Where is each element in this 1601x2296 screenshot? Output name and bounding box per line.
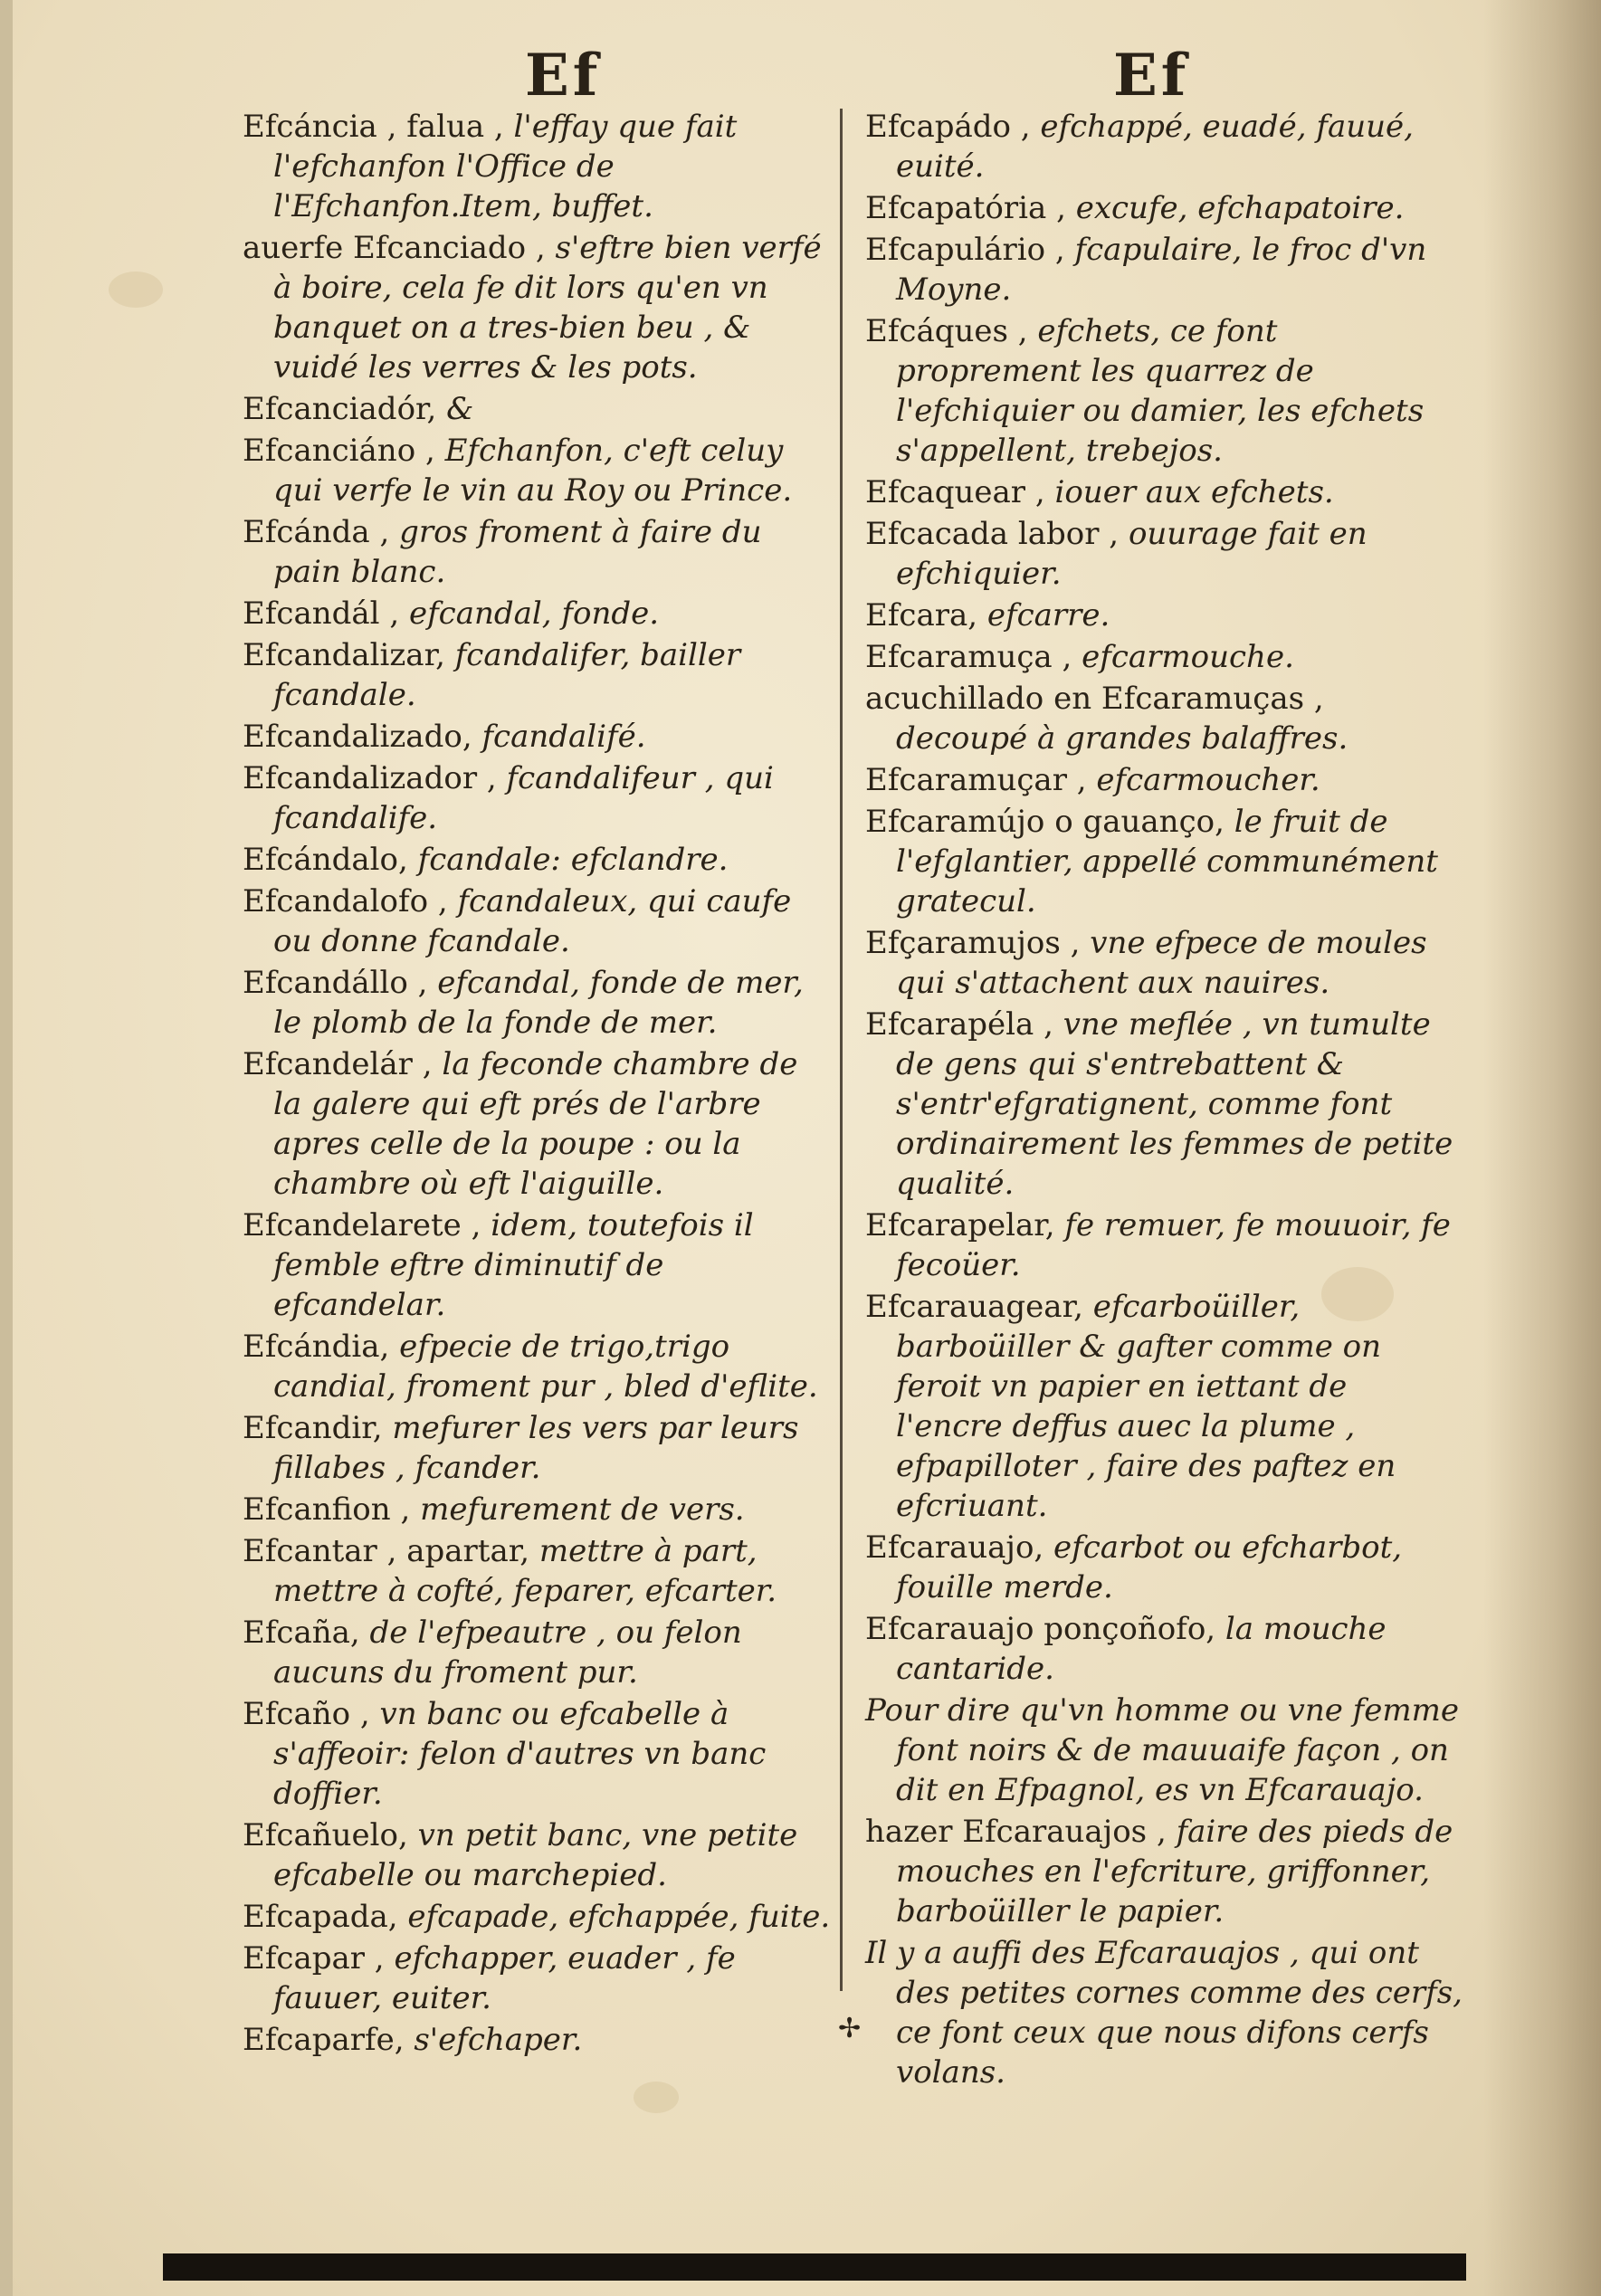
entry-gloss: idem, toutefois il femble eftre diminutif de efcandelar. — [273, 1207, 754, 1323]
dictionary-entry — [243, 963, 831, 1043]
entry-headword: Efcandalizado, — [243, 719, 482, 755]
dictionary-entry — [865, 1933, 1463, 2092]
dictionary-entry — [865, 1812, 1463, 1931]
entry-headword: Efcándia, — [243, 1329, 400, 1365]
entry-headword: Efcanciadór, — [243, 391, 447, 427]
entry-gloss: Il y a auffi des Efcarauajos , qui ont des petites cornes comme des cerfs, ce font ceux que nous difons cerfs volans. — [865, 1935, 1463, 2091]
entry-gloss: fcandalifer, bailler fcandale. — [273, 637, 741, 713]
entry-gloss: l'effay que fait l'efchanfon l'Office de l'Efchanfon.Item, buffet. — [273, 109, 738, 224]
entry-headword: Efcánda , — [243, 514, 400, 550]
entry-gloss: decoupé à grandes balaffres. — [896, 720, 1348, 757]
entry-gloss: vne meflée , vn tumulte de gens qui s'entrebattent & s'entr'efgratignent, comme font ordinairement les femmes de petite qualité. — [896, 1006, 1453, 1202]
entry-gloss: efcandal, fonde de mer, le plomb de la fonde de mer. — [273, 965, 804, 1041]
entry-headword: Efcandelarete , — [243, 1207, 491, 1243]
entry-headword: Efcaramújo o gauanço, — [865, 804, 1234, 840]
entry-headword: Efcandir, — [243, 1410, 393, 1446]
entry-gloss: mefurement de vers. — [420, 1491, 745, 1528]
dictionary-entry — [243, 1939, 831, 2018]
entry-headword: Efcaparfe, — [243, 2022, 415, 2058]
entry-headword: Efcarauajo ponçoñofo, — [865, 1611, 1225, 1647]
dictionary-entry — [865, 1691, 1463, 1810]
entry-gloss: fe remuer, fe mouuoir, fe fecoüer. — [896, 1207, 1451, 1283]
entry-gloss: vn banc ou efcabelle à s'affeoir: felon d'autres vn banc doffier. — [273, 1696, 767, 1812]
entry-gloss: efcarbot ou efcharbot, fouille merde. — [896, 1529, 1403, 1605]
entry-headword: Efcaquear , — [865, 474, 1055, 510]
entry-gloss: Pour dire qu'vn homme ou vne femme font noirs & de mauuaife façon , on dit en Efpagnol, es vn Efcarauajo. — [865, 1692, 1459, 1808]
entry-gloss: fcandaleux, qui caufe ou donne fcandale. — [273, 883, 792, 959]
entry-headword: auerfe Efcanciado , — [243, 230, 556, 266]
entry-gloss: s'eftre bien verfé à boire, cela fe dit lors qu'en vn banquet on a tres-bien beu , & vuidé les verres & les pots. — [273, 230, 822, 386]
entry-gloss: mefurer les vers par leurs fillabes , fcander. — [273, 1410, 799, 1486]
dictionary-entry — [865, 802, 1463, 921]
dictionary-entry — [243, 1408, 831, 1488]
dictionary-entry — [865, 760, 1463, 800]
entry-headword: Efcaramuçar , — [865, 762, 1097, 798]
entry-gloss: efcandal, fonde. — [408, 595, 660, 632]
running-head-left: Ef — [525, 42, 602, 110]
page-gutter-shadow — [1483, 0, 1601, 2296]
foxing-stain — [109, 272, 163, 308]
entry-gloss: efchets, ce font proprement les quarrez de l'efchiquier ou damier, les efchets s'appellent, trebejos. — [896, 313, 1425, 469]
entry-gloss: vn petit banc, vne petite efcabelle ou marchepied. — [273, 1817, 798, 1893]
entry-gloss: efcarre. — [986, 597, 1110, 634]
entry-headword: Efçaramujos , — [865, 925, 1091, 961]
entry-gloss: efcapade, efchappée, fuite. — [407, 1899, 831, 1935]
entry-gloss: excufe, efchapatoire. — [1075, 190, 1405, 226]
entry-gloss: ouurage fait en efchiquier. — [896, 516, 1368, 592]
entry-gloss: efcarmouche. — [1082, 639, 1294, 675]
entry-headword: Efcanciáno , — [243, 433, 445, 469]
dictionary-entry — [243, 1897, 831, 1937]
scan-bottom-shadow — [163, 2253, 1466, 2281]
dictionary-entry — [243, 1490, 831, 1529]
dictionary-entry — [865, 1528, 1463, 1607]
entry-headword: Efcarapéla , — [865, 1006, 1063, 1043]
dictionary-entry — [243, 1815, 831, 1895]
dictionary-entry — [865, 1287, 1463, 1526]
dictionary-entry — [243, 840, 831, 880]
entry-headword: Efcacada labor , — [865, 516, 1129, 552]
entry-headword: Efcapar , — [243, 1940, 395, 1977]
entry-gloss: efcarboüiller, barboüiller & gafter comme on feroit vn papier en iettant de l'encre deffus auec la plume , efpapilloter , faire des paftez en efcriuant. — [896, 1289, 1396, 1524]
entry-headword: Efcara, — [865, 597, 987, 634]
entry-headword: Efcapatória , — [865, 190, 1076, 226]
dictionary-entry — [865, 1005, 1463, 1204]
dictionary-entry — [865, 514, 1463, 594]
entry-gloss: la mouche cantaride. — [896, 1611, 1387, 1687]
dictionary-entry — [243, 1613, 831, 1692]
entry-gloss: fcapulaire, le froc d'vn Moyne. — [896, 232, 1427, 308]
dictionary-entry — [865, 472, 1463, 512]
entry-headword: Efcarauajo, — [865, 1529, 1054, 1566]
entry-headword: Efcándalo, — [243, 842, 418, 878]
entry-headword: Efcapádo , — [865, 109, 1041, 145]
entry-headword: Efcaño , — [243, 1696, 380, 1732]
dictionary-entry — [243, 107, 831, 226]
entry-headword: Efcandalizador , — [243, 760, 507, 796]
entry-gloss: fcandalifé. — [481, 719, 646, 755]
entry-headword: Efcantar , apartar, — [243, 1533, 539, 1569]
dictionary-entry — [865, 1609, 1463, 1689]
dictionary-entry — [243, 512, 831, 592]
dictionary-entry — [243, 635, 831, 715]
dictionary-entry — [243, 594, 831, 634]
entry-headword: Efcaramuça , — [865, 639, 1082, 675]
entry-gloss: efchappé, euadé, fauué, euité. — [896, 109, 1414, 185]
entry-gloss: mettre à part, mettre à cofté, feparer, efcarter. — [273, 1533, 777, 1609]
entry-headword: Efcandelár , — [243, 1046, 443, 1082]
entry-gloss: efchapper, euader , fe fauuer, euiter. — [273, 1940, 736, 2016]
entry-gloss: efpecie de trigo,trigo candial, froment pur , bled d'eflite. — [273, 1329, 818, 1405]
dictionary-entry — [865, 637, 1463, 677]
dictionary-entry — [243, 1327, 831, 1406]
entry-gloss: s'efchaper. — [414, 2022, 583, 2058]
dictionary-entry — [865, 230, 1463, 310]
entry-gloss: le fruit de l'efglantier, appellé communément gratecul. — [896, 804, 1438, 919]
entry-headword: Efcáncia , falua , — [243, 109, 514, 145]
entry-gloss: fcandale: efclandre. — [417, 842, 729, 878]
page-left-edge — [0, 0, 13, 2296]
dictionary-entry — [865, 923, 1463, 1003]
entry-gloss: vne efpece de moules qui s'attachent aux nauires. — [896, 925, 1427, 1001]
dictionary-entry — [243, 1205, 831, 1325]
entry-headword: acuchillado en Efcaramuças , — [865, 681, 1324, 717]
entry-headword: Efcáques , — [865, 313, 1038, 349]
entry-gloss: Efchanfon, c'eft celuy qui verfe le vin au Roy ou Prince. — [273, 433, 793, 509]
dictionary-entry — [865, 595, 1463, 635]
entry-gloss: faire des pieds de mouches en l'efcriture, griffonner, barboüiller le papier. — [896, 1814, 1453, 1929]
entry-headword: Efcandál , — [243, 595, 409, 632]
dictionary-entry — [243, 1694, 831, 1814]
entry-headword: Efcandalofo , — [243, 883, 458, 919]
ornament-mark: ✢ — [838, 2013, 862, 2044]
entry-headword: Efcarapelar, — [865, 1207, 1065, 1243]
entry-gloss: & — [446, 391, 474, 427]
entry-headword: Efcarauagear, — [865, 1289, 1093, 1325]
dictionary-entry — [865, 311, 1463, 471]
dictionary-entry — [243, 881, 831, 961]
entry-headword: Efcapulário , — [865, 232, 1075, 268]
dictionary-entry — [243, 2020, 831, 2060]
entry-gloss: gros froment à faire du pain blanc. — [273, 514, 762, 590]
dictionary-entry — [243, 431, 831, 510]
entry-headword: Efcandállo , — [243, 965, 438, 1001]
entry-gloss: efcarmoucher. — [1096, 762, 1320, 798]
entry-headword: Efcaña, — [243, 1615, 370, 1651]
left-column — [243, 107, 831, 2062]
column-divider — [840, 109, 843, 1991]
dictionary-entry — [243, 1044, 831, 1204]
entry-headword: hazer Efcarauajos , — [865, 1814, 1177, 1850]
dictionary-entry — [243, 389, 831, 429]
entry-headword: Efcapada, — [243, 1899, 408, 1935]
dictionary-entry — [243, 717, 831, 757]
dictionary-entry — [865, 188, 1463, 228]
entry-gloss: la feconde chambre de la galere qui eft prés de l'arbre apres celle de la poupe : ou la chambre où eft l'aiguille. — [273, 1046, 798, 1202]
entry-headword: Efcañuelo, — [243, 1817, 418, 1853]
entry-gloss: fcandalifeur , qui fcandalife. — [273, 760, 774, 836]
dictionary-entry — [243, 1531, 831, 1611]
entry-headword: Efcandalizar, — [243, 637, 455, 673]
foxing-stain — [634, 2082, 679, 2113]
entry-gloss: iouer aux efchets. — [1054, 474, 1334, 510]
dictionary-entry — [243, 758, 831, 838]
entry-gloss: de l'efpeautre , ou felon aucuns du froment pur. — [273, 1615, 742, 1691]
running-head-right: Ef — [1113, 42, 1190, 110]
dictionary-entry — [865, 1205, 1463, 1285]
dictionary-entry — [865, 107, 1463, 186]
dictionary-entry — [243, 228, 831, 387]
entry-headword: Efcanfion , — [243, 1491, 421, 1528]
dictionary-entry — [865, 679, 1463, 758]
right-column — [865, 107, 1463, 2094]
